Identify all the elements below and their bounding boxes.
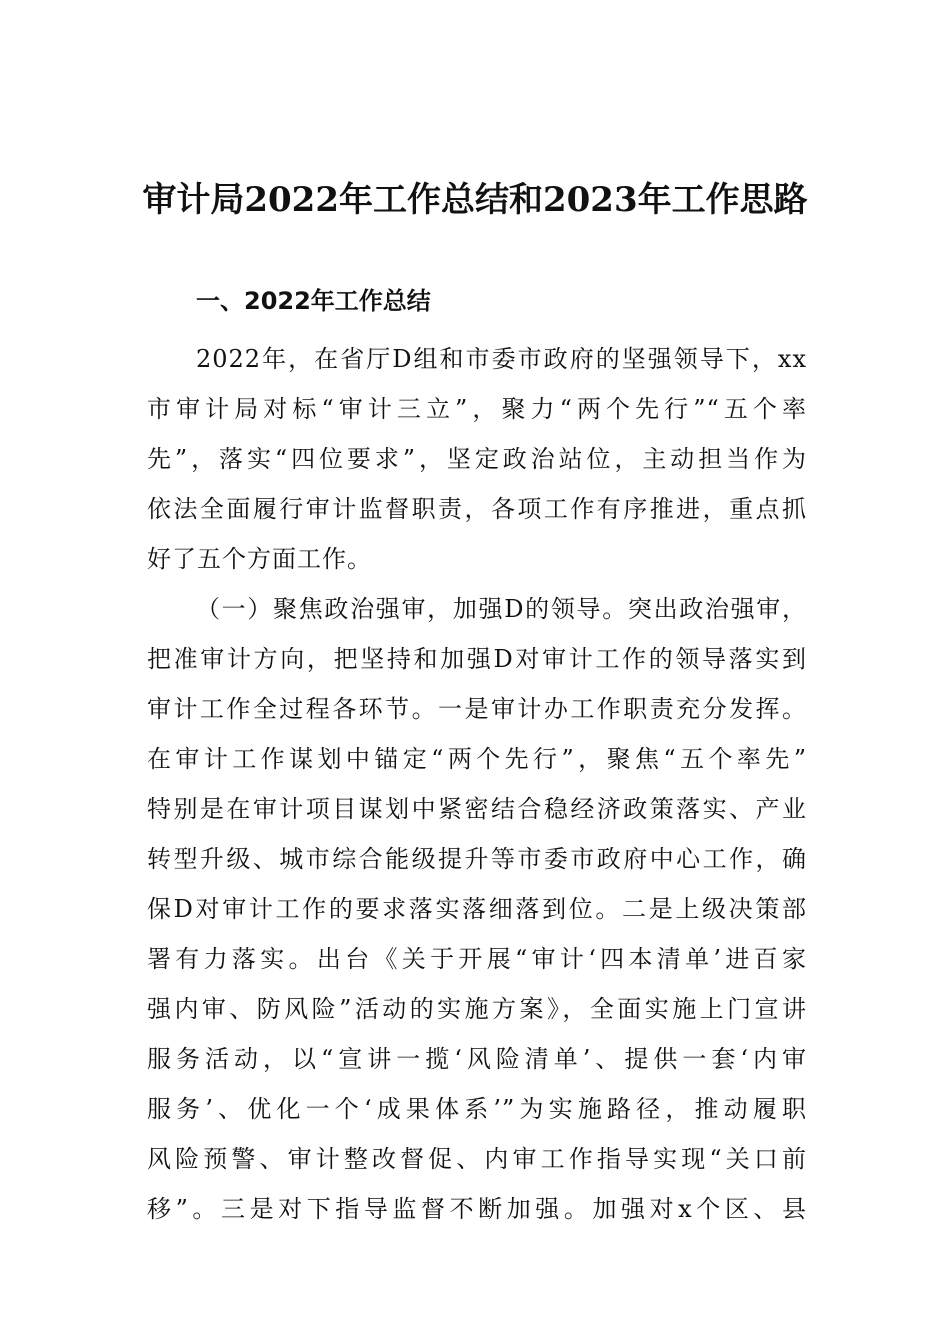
paragraph-line: 把准审计方向，把坚持和加强D对审计工作的领导落实到	[147, 645, 807, 673]
paragraph-line: 特别是在审计项目谋划中紧密结合稳经济政策落实、产业	[147, 795, 807, 823]
paragraph-line: 市审计局对标“审计三立”，聚力“两个先行”“五个率	[147, 395, 807, 423]
paragraph-line: 依法全面履行审计监督职责，各项工作有序推进，重点抓	[147, 495, 807, 523]
paragraph-line: 审计工作全过程各环节。一是审计办工作职责充分发挥。	[147, 695, 807, 723]
paragraph-line: 转型升级、城市综合能级提升等市委市政府中心工作，确	[147, 845, 807, 873]
paragraph-line: 风险预警、审计整改督促、内审工作指导实现“关口前	[147, 1145, 807, 1173]
paragraph-line: 好了五个方面工作。	[147, 545, 372, 573]
paragraph-line: 移”。三是对下指导监督不断加强。加强对x个区、县	[147, 1195, 807, 1223]
paragraph-line: （一）聚焦政治强审，加强D的领导。突出政治强审，	[196, 595, 807, 623]
paragraph-line: 服务’、优化一个‘成果体系’”为实施路径，推动履职	[147, 1095, 807, 1123]
section-heading: 一、2022年工作总结	[196, 287, 431, 315]
paragraph-line: 2022年，在省厅D组和市委市政府的坚强领导下，xx	[196, 345, 807, 373]
paragraph-line: 先”，落实“四位要求”，坚定政治站位，主动担当作为	[147, 445, 807, 473]
paragraph-line: 保D对审计工作的要求落实落细落到位。二是上级决策部	[147, 895, 807, 923]
paragraph-line: 在审计工作谋划中锚定“两个先行”，聚焦“五个率先”	[147, 745, 807, 773]
paragraph-line: 强内审、防风险”活动的实施方案》，全面实施上门宣讲	[147, 995, 807, 1023]
paragraph-line: 署有力落实。出台《关于开展“审计‘四本清单’进百家	[147, 945, 807, 973]
body-text	[147, 334, 807, 1234]
document-title: 审计局2022年工作总结和2023年工作思路	[142, 180, 808, 220]
paragraph-line: 服务活动，以“宣讲一揽‘风险清单’、提供一套‘内审	[147, 1045, 807, 1073]
